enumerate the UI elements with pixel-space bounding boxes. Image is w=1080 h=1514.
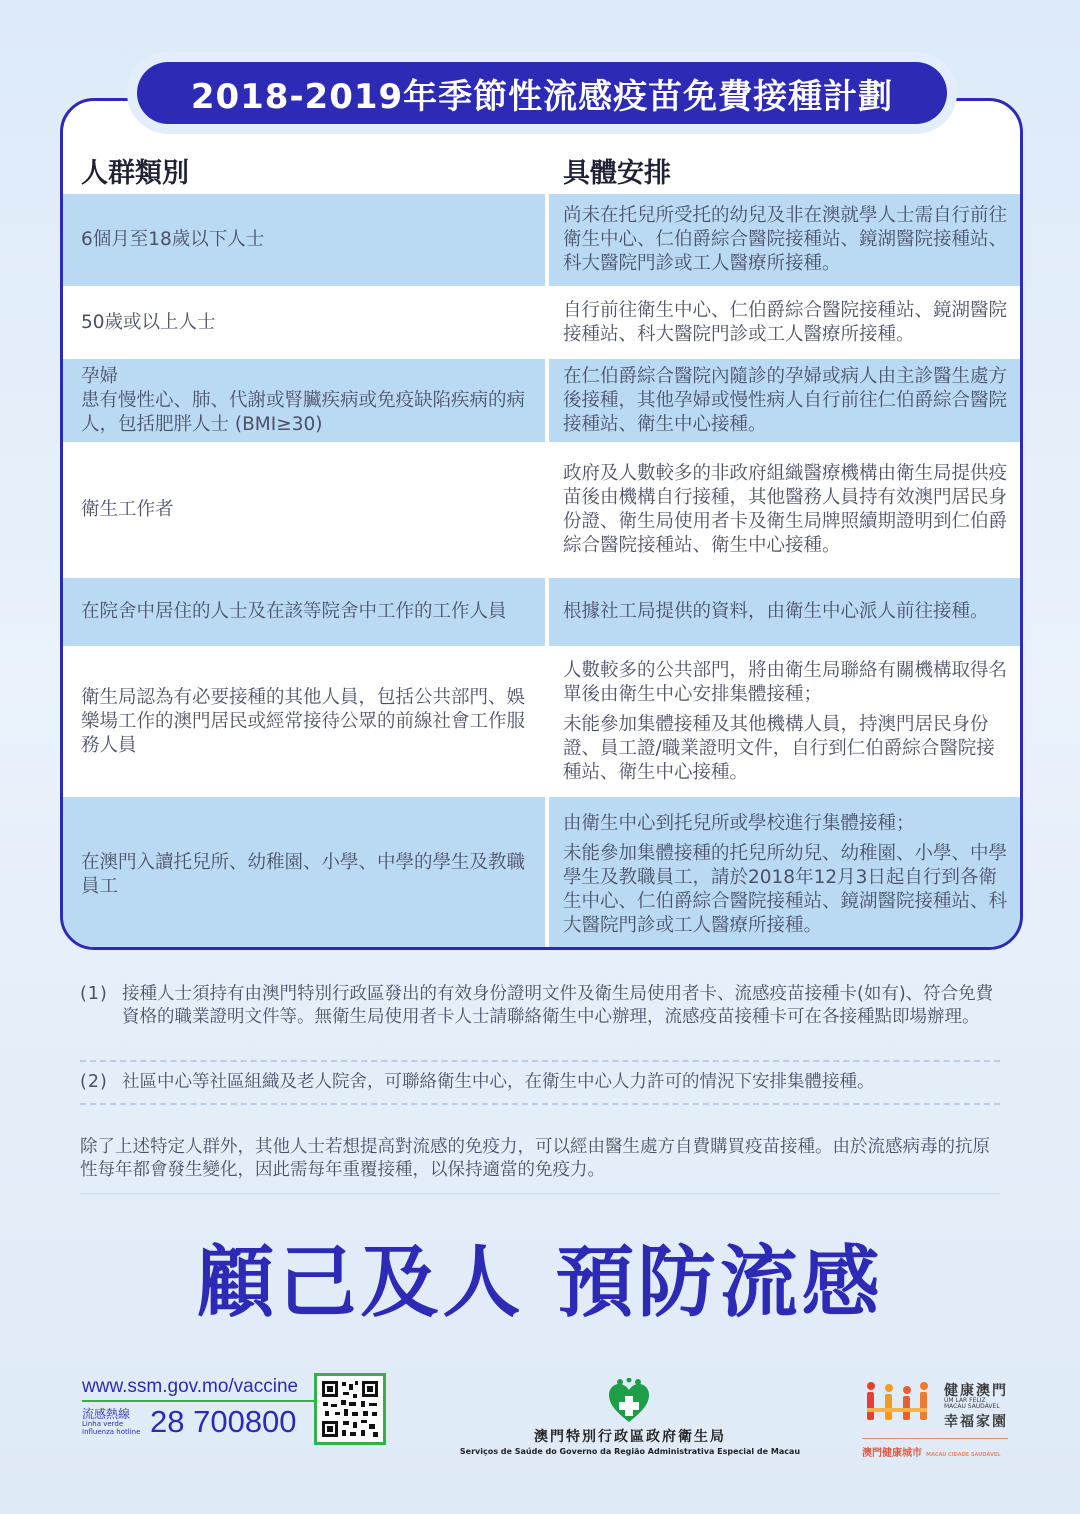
table-row bbox=[63, 797, 1020, 950]
table-row bbox=[63, 194, 1020, 286]
info-paragraph: 除了上述特定人群外，其他人士若想提高對流感的免疫力，可以經由醫生處方自費購買疫苗接種。由於流感病毒的抗原性每年都會發生變化，因此需每年重覆接種，以保持適當的免疫力。 bbox=[80, 1137, 990, 1180]
qr-code-icon[interactable] bbox=[314, 1373, 386, 1445]
health-bureau-name-zh: 澳門特別行政區政府衛生局 bbox=[534, 1429, 726, 1445]
table-row bbox=[63, 446, 1020, 574]
category-cell: 衛生工作者 bbox=[63, 446, 545, 574]
page-title: 2018-2019年季節性流感疫苗免費接種計劃 bbox=[137, 62, 947, 124]
category-cell: 孕婦 患有慢性心、肺、代謝或腎臟疾病或免疫缺陷疾病的病人，包括肥胖人士 (BMI≥30) bbox=[63, 359, 545, 442]
header-category: 人群類別 bbox=[81, 158, 189, 189]
note-1: (1) 接種人士須持有由澳門特別行政區發出的有效身份證明文件及衛生局使用者卡、流感疫苗接種卡(如有)、符合免費資格的職業證明文件等。無衛生局使用者卡人士請聯絡衛生中心辦理，流感疫苗接種卡可在各接種點即場辦理。 bbox=[80, 984, 994, 1027]
arrangement-cell: 自行前往衛生中心、仁伯爵綜合醫院接種站、鏡湖醫院接種站、科大醫院門診或工人醫療所接種。 bbox=[549, 290, 1023, 356]
category-cell: 衛生局認為有必要接種的其他人員，包括公共部門、娛樂場工作的澳門居民或經常接待公眾的前線社會工作服務人員 bbox=[63, 650, 545, 793]
category-cell: 50歲或以上人士 bbox=[63, 290, 545, 356]
divider bbox=[862, 1438, 1008, 1439]
slogan: 顧己及人 預防流感 bbox=[196, 1238, 884, 1328]
category-cell: 在澳門入讀托兒所、幼稚園、小學、中學的學生及教職員工 bbox=[63, 797, 545, 950]
divider bbox=[80, 1060, 1000, 1062]
category-cell: 在院舍中居住的人士及在該等院舍中工作的工作人員 bbox=[63, 578, 545, 646]
table-row bbox=[63, 290, 1020, 356]
table-row bbox=[63, 650, 1020, 793]
health-bureau-logo-icon bbox=[606, 1378, 652, 1424]
arrangement-cell: 根據社工局提供的資料，由衛生中心派人前往接種。 bbox=[549, 578, 1023, 646]
divider bbox=[80, 1193, 1000, 1194]
note-2: (2) 社區中心等社區組織及老人院舍，可聯絡衛生中心，在衛生中心人力許可的情況下安排集體接種。 bbox=[80, 1072, 875, 1092]
category-cell: 6個月至18歲以下人士 bbox=[63, 194, 545, 286]
table-row bbox=[63, 578, 1020, 646]
health-bureau-name-pt: Serviços de Saúde do Governo da Região Administrativa Especial de Macau bbox=[459, 1447, 801, 1456]
hotline-label: 流感熱線 Linha verde Influenza hotline bbox=[82, 1407, 141, 1436]
arrangement-cell: 人數較多的公共部門，將由衛生局聯絡有關機構取得名單後由衛生中心安排集體接種； 未能參加集體接種及其他機構人員，持澳門居民身份證、員工證/職業證明文件，自行到仁伯爵綜合醫院接種站、衛生中心接種。 bbox=[549, 650, 1023, 793]
header-arrangement: 具體安排 bbox=[563, 158, 671, 189]
hotline-number: 28 700800 bbox=[150, 1404, 297, 1439]
url-underline bbox=[82, 1400, 314, 1402]
healthy-macau-pt: UM LAR FELIZ MACAU SAUDÁVEL bbox=[944, 1397, 1000, 1410]
arrangement-cell: 尚未在托兒所受托的幼兒及非在澳就學人士需自行前往衛生中心、仁伯爵綜合醫院接種站、鏡湖醫院接種站、科大醫院門診或工人醫療所接種。 bbox=[549, 194, 1023, 286]
arrangement-cell: 在仁伯爵綜合醫院內隨診的孕婦或病人由主診醫生處方後接種，其他孕婦或慢性病人自行前往仁伯爵綜合醫院接種站、衛生中心接種。 bbox=[549, 359, 1023, 442]
vaccine-url-link[interactable]: www.ssm.gov.mo/vaccine bbox=[82, 1376, 299, 1397]
healthy-macau-zh: 健康澳門 bbox=[944, 1383, 1008, 1399]
table-row bbox=[63, 359, 1020, 442]
happy-home-zh: 幸福家園 bbox=[944, 1414, 1008, 1430]
healthy-macau-logo-icon bbox=[862, 1378, 938, 1426]
arrangement-cell: 由衛生中心到托兒所或學校進行集體接種； 未能參加集體接種的托兒所幼兒、幼稚園、小學、中學學生及教職員工，請於2018年12月3日起自行到各衛生中心、仁伯爵綜合醫院接種站、鏡湖醫院接種站、科大醫院門診或工人醫療所接種。 bbox=[549, 797, 1023, 950]
program-table-frame bbox=[60, 98, 1023, 950]
divider bbox=[80, 1103, 1000, 1105]
table-header bbox=[63, 151, 1020, 191]
arrangement-cell: 政府及人數較多的非政府組織醫療機構由衛生局提供疫苗後由機構自行接種，其他醫務人員持有效澳門居民身份證、衛生局使用者卡及衛生局牌照續期證明到仁伯爵綜合醫院接種站、衛生中心接種。 bbox=[549, 446, 1023, 574]
healthy-city-label: 澳門健康城市 MACAU CIDADE SAUDÁVEL bbox=[862, 1448, 1001, 1459]
